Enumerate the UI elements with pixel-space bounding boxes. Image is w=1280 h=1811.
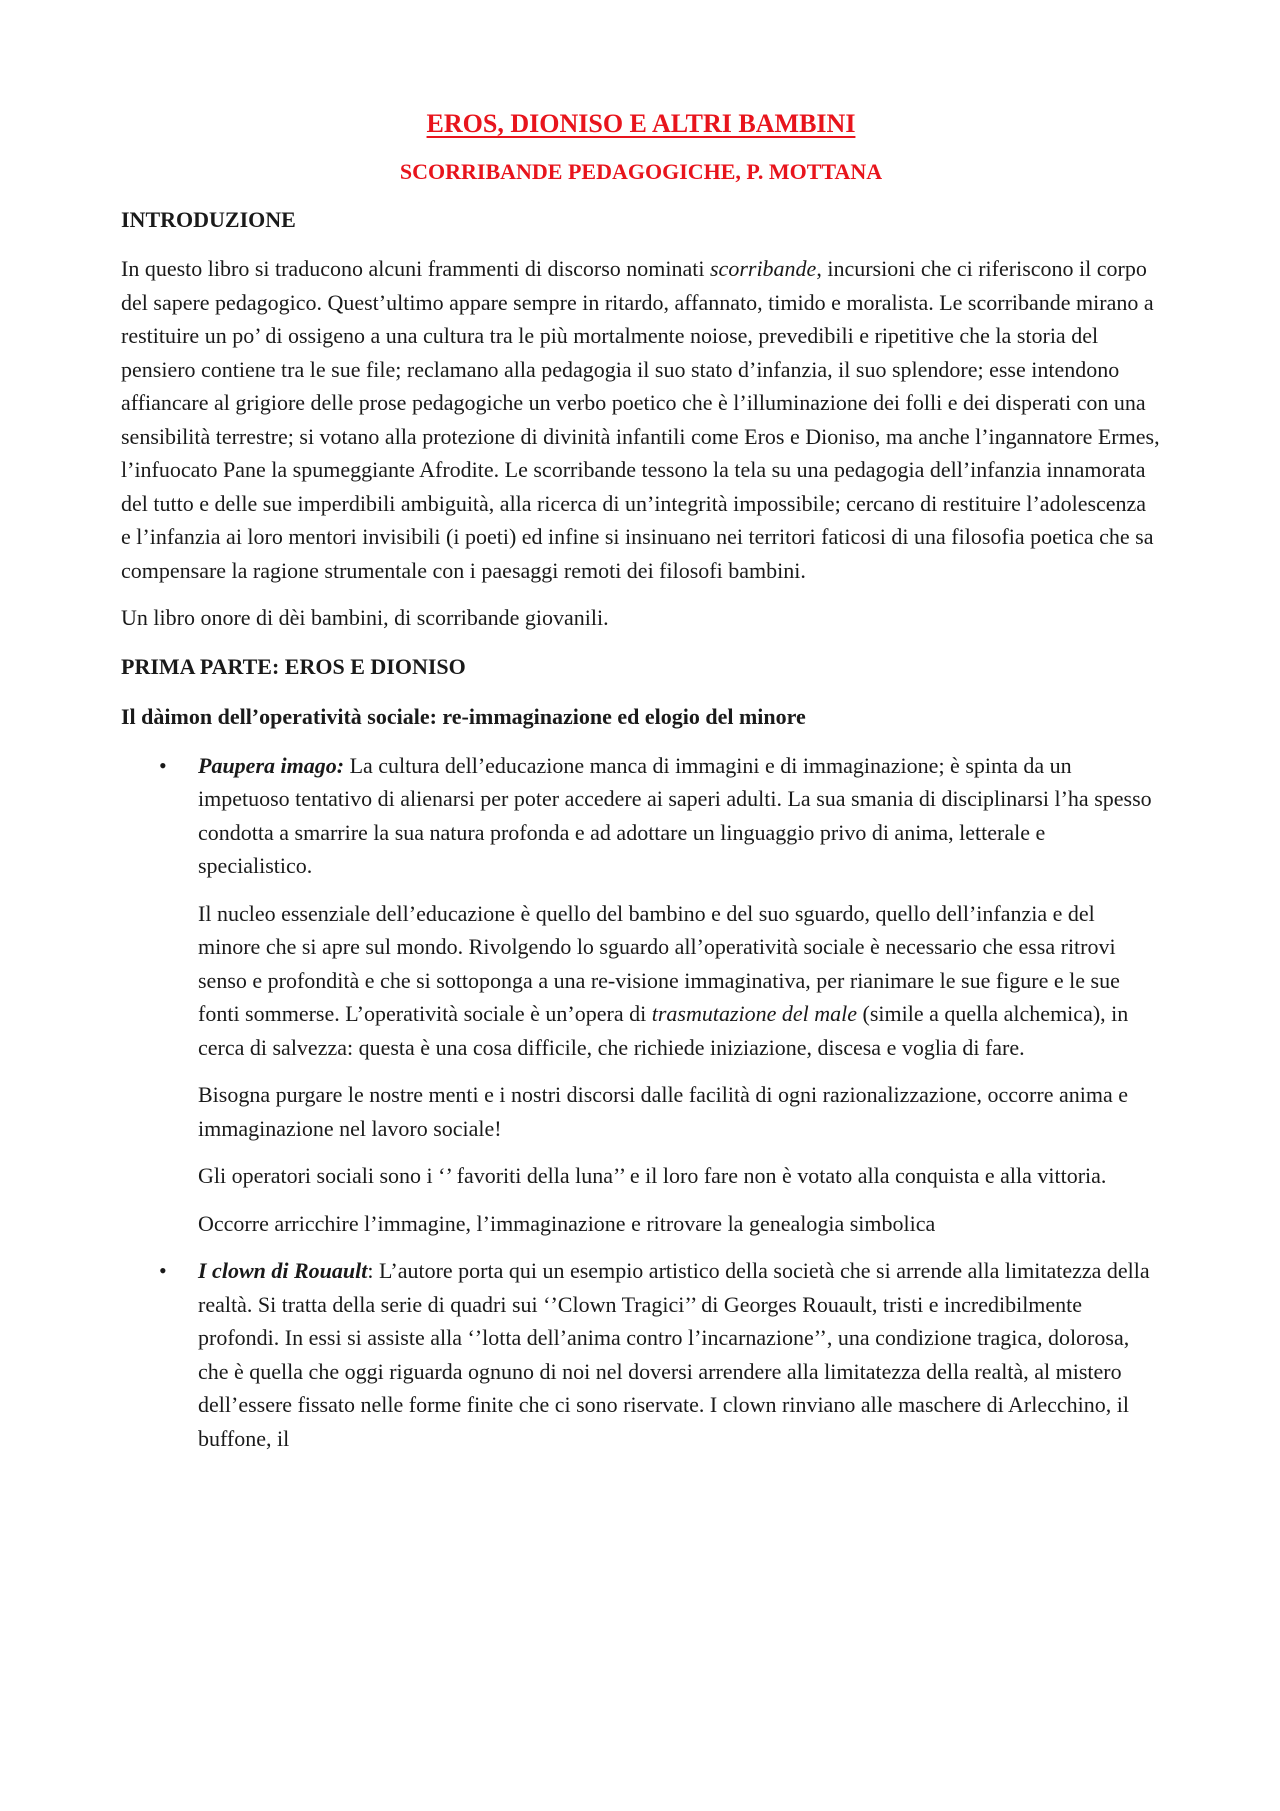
paragraph-purgare: Bisogna purgare le nostre menti e i nostri discorsi dalle facilità di ogni razionalizzazione, occorre anima e immaginazione nel lavoro sociale! <box>198 1082 1128 1141</box>
intro-paragraph <box>121 252 1161 587</box>
bullet-icon: • <box>159 1258 167 1283</box>
document-page <box>121 104 1161 1469</box>
nucleo-text-a: Il nucleo essenziale dell’educazione è quello del bambino e del suo sguardo, quello dell’infanzia e del minore che si apre sul mondo. Rivolgendo lo sguardo all’operatività sociale è necessario che essa ritrovi senso e profondità e che si sottoponga a una re-visione immaginativa, per rianimare le sue figure e le sue fonti sommerse. L’operatività sociale è un’opera di <box>198 900 1120 1026</box>
bullet-label-clown-rouault: I clown di Rouault <box>198 1258 368 1283</box>
bullet-label-paupera-imago: Paupera imago: <box>198 752 345 778</box>
bullet-text-clown-rouault: : L’autore porta qui un esempio artistico della società che si arrende alla limitatezza della realtà. Si tratta della serie di quadri sui ‘’Clown Tragici’’ di Georges Rouault, tristi e incredibilmente profondi. In essi si assiste alla ‘’lotta dell’anima contro l’incarnazione’’, una condizione tragica, dolorosa, che è quella che oggi riguarda ognuno di noi nel doversi arrendere alla limitatezza della realtà, al mistero dell’essere fissato nelle forme finite che ci sono riservate. I clown rinviano alle maschere di Arlecchino, il buffone, il <box>198 1258 1150 1451</box>
section-heading-introduzione: INTRODUZIONE <box>121 207 296 232</box>
nucleo-text-b: (simile a quella alchemica), in cerca di salvezza: questa è una cosa difficile, che richiede iniziazione, discesa e voglia di fare. <box>198 1001 1129 1060</box>
document-title: EROS, DIONISO E ALTRI BAMBINI <box>426 109 856 138</box>
document-subtitle: SCORRIBANDE PEDAGOGICHE, P. MOTTANA <box>399 159 883 184</box>
paragraph-arricchire: Occorre arricchire l’immagine, l’immaginazione e ritrovare la genealogia simbolica <box>198 1210 936 1236</box>
section-heading-prima-parte: PRIMA PARTE: EROS E DIONISO <box>121 653 466 679</box>
intro-text-b: , incursioni che ci riferiscono il corpo del sapere pedagogico. Quest’ultimo appare sempre in ritardo, affannato, timido e moralista. Le scorribande mirano a restituire un po’ di ossigeno a una cultura tra le più mortalmente noiose, prevedibili e ripetitive che la storia del pensiero contiene tra le sue file; reclamano alla pedagogia il suo stato d’infanzia, il suo splendore; esse intendono affiancare al grigiore delle prose pedagogiche un verbo poetico che è l’illuminazione dei folli e dei disperati con una sensibilità terrestre; si votano alla protezione di divinità infantili come Eros e Dioniso, ma anche l’ingannatore Ermes, l’infuocato Pane la spumeggiante Afrodite. Le scorribande tessono la tela su una pedagogia dell’infanzia innamorata del tutto e delle sue imperdibili ambiguità, alla ricerca di un’integrità impossibile; cercano di restituire l’adolescenza e l’infanzia ai loro mentori invisibili (i poeti) ed infine si insinuano nei territori faticosi di una filosofia poetica che sa compensare la ragione strumentale con i paesaggi remoti dei filosofi bambini. <box>121 256 1160 583</box>
list-item-paupera-imago <box>121 749 1161 883</box>
subsection-heading-daimon: Il dàimon dell’operatività sociale: re-immaginazione ed elogio del minore <box>121 703 806 729</box>
intro-emphasis: scorribande <box>710 256 817 281</box>
bullet-icon: • <box>159 752 167 778</box>
list-item-clown-rouault <box>121 1254 1161 1455</box>
intro-text-a: In questo libro si traducono alcuni frammenti di discorso nominati <box>121 256 710 281</box>
paragraph-operatori: Gli operatori sociali sono i ‘’ favoriti della luna’’ e il loro fare non è votato alla conquista e alla vittoria. <box>198 1163 1107 1188</box>
intro-closing-paragraph: Un libro onore di dèi bambini, di scorribande giovanili. <box>121 605 609 630</box>
nucleo-emphasis: trasmutazione del male <box>651 1001 858 1026</box>
paragraph-nucleo <box>121 897 1161 1065</box>
bullet-text-paupera-imago: La cultura dell’educazione manca di immagini e di immaginazione; è spinta da un impetuoso tentativo di alienarsi per poter accedere ai saperi adulti. La sua smania di disciplinarsi l’ha spesso condotta a smarrire la sua natura profonda e ad adottare un linguaggio privo di anima, letterale e specialistico. <box>198 752 1152 878</box>
